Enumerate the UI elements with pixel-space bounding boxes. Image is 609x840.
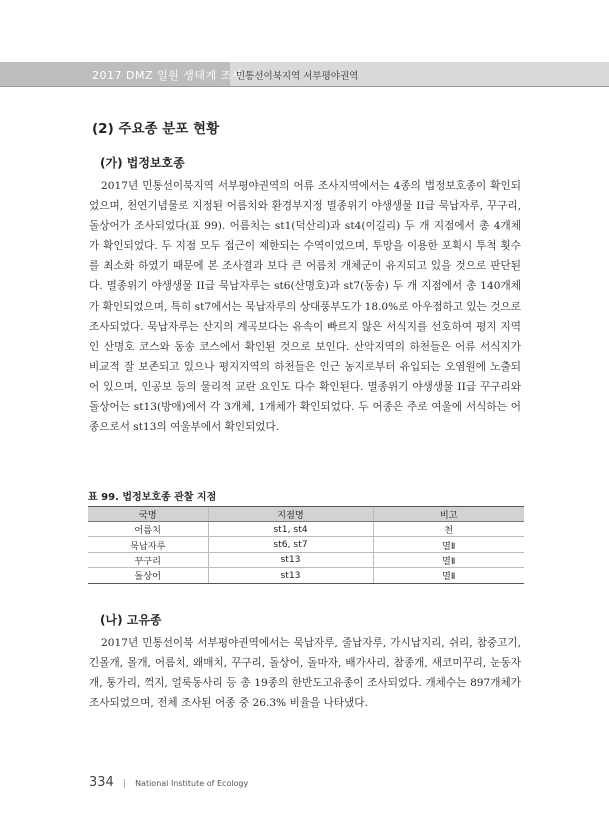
protected-species-heading: (가) 법정보호종 xyxy=(100,156,185,170)
column-header-site: 지점명 xyxy=(208,507,373,522)
column-header-note: 비고 xyxy=(373,507,524,522)
page-footer xyxy=(89,771,248,790)
running-header xyxy=(0,62,609,86)
table-cell: 천 xyxy=(373,522,524,537)
table-cell: st6, st7 xyxy=(208,537,373,552)
table-cell: 돌상어 xyxy=(88,568,208,583)
table-cell: st13 xyxy=(208,568,373,583)
table-cell: 멸Ⅱ xyxy=(373,537,524,552)
table-row xyxy=(88,568,524,583)
table-header-row xyxy=(88,507,524,522)
table-cell: st13 xyxy=(208,552,373,567)
protected-species-table xyxy=(88,506,524,584)
table-row xyxy=(88,552,524,567)
running-header-title: 2017 DMZ 일원 생태계 조사 xyxy=(92,69,243,82)
protected-species-paragraph: 2017년 민통선이북지역 서부평야권역의 어류 조사지역에서는 4종의 법정보호종이 확인되었으며, 천연기념물로 지정된 어름치와 환경부지정 멸종위기 야생생물 II급 묵납자루, 꾸구리, 돌상어가 조사되었다(표 99). 어름치는 st1(덕산리)과 st4(이길리) 두 개 지점에서 총 4개체가 확인되었다. 두 지점 모두 접근이 제한되는 수역이었으며, 투망을 이용한 포획시 투척 횟수를 최소화 하였기 때문에 본 조사결과 보다 큰 어름치 개체군이 유지되고 있을 것으로 판단된다. 멸종위기 야생생물 II급 묵납자루는 st6(산명호)과 st7(동송) 두 개 지점에서 총 140개체가 확인되었으며, 특히 st7에서는 묵납자루의 상대풍부도가 18.0%로 아우점하고 있는 것으로 조사되었다. 묵납자루는 산지의 계곡보다는 유속이 빠르지 않은 서식지를 선호하여 평지 지역인 산명호 코스와 동송 코스에서 확인된 것으로 보인다. 산악지역의 하천들은 어류 서식지가 비교적 잘 보존되고 있으나 평지지역의 하천들은 인근 농지로부터 유입되는 오염원에 노출되어 있으며, 인공보 등의 물리적 교란 요인도 다수 확인된다. 멸종위기 야생생물 II급 꾸구리와 돌상어는 st13(방애)에서 각 3개체, 1개체가 확인되었다. 두 어종은 주로 여울에 서식하는 어종으로서 st13의 여울부에서 확인되었다. xyxy=(89,180,521,434)
column-header-name: 국명 xyxy=(88,507,208,522)
section-title: (2) 주요종 분포 현황 xyxy=(92,121,220,137)
running-header-title-block xyxy=(0,62,243,86)
table-row xyxy=(88,522,524,537)
table-cell: 꾸구리 xyxy=(88,552,208,567)
header-divider xyxy=(0,86,609,87)
footer-separator: | xyxy=(122,779,126,789)
table-cell: 어름치 xyxy=(88,522,208,537)
table-cell: st1, st4 xyxy=(208,522,373,537)
page-number: 334 xyxy=(89,775,114,790)
table-cell: 묵납자루 xyxy=(88,537,208,552)
endemic-species-paragraph: 2017년 민통선이북 서부평야권역에서는 묵납자루, 줄납자루, 가시납지리, 쉬리, 참중고기, 긴몰개, 몰개, 어름치, 왜매치, 꾸구리, 돌상어, 돌마자, 배가사리, 참종개, 새코미꾸리, 눈동자개, 퉁가리, 꺽지, 얼룩동사리 등 총 19종의 한반도고유종이 조사되었다. 개체수는 897개체가 조사되었으며, 전체 조사된 어종 중 26.3% 비율을 나타냈다. xyxy=(89,637,521,710)
table-cell: 멸Ⅱ xyxy=(373,552,524,567)
table-caption: 표 99. 법정보호종 관찰 지점 xyxy=(88,492,217,503)
footer-organization: National Institute of Ecology xyxy=(135,779,249,788)
table-cell: 멸Ⅱ xyxy=(373,568,524,583)
table-row xyxy=(88,537,524,552)
running-header-subtitle: 민통선이북지역 서부평야권역 xyxy=(236,71,359,82)
endemic-species-heading: (나) 고유종 xyxy=(100,613,162,627)
